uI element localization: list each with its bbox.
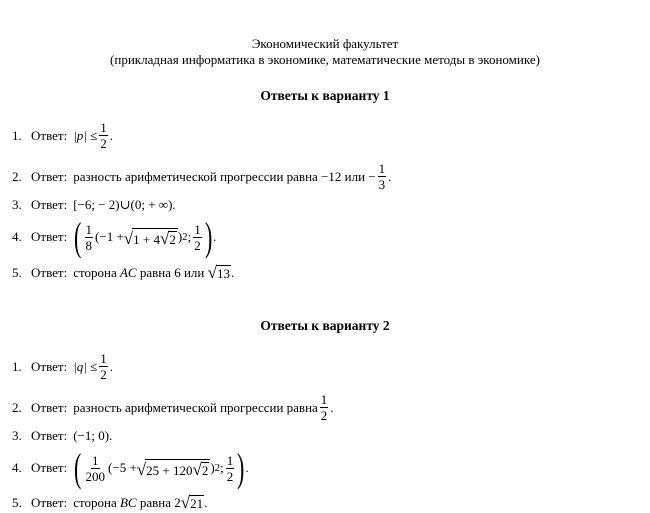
answer-text: разность арифметической прогрессии равна −12 или − [73,168,376,184]
answer-number: 5. [12,494,22,510]
answer-number: 4. [12,460,22,475]
answer-number: 2. [12,168,22,184]
answer-label: Ответ: [31,460,68,475]
v1-answer-2: 2. Ответ: разность арифметической прогрессии равна −12 или − $\frac{1}{3}$ . [12,161,392,192]
answer-label: Ответ: [31,428,68,443]
right-paren: ) [237,445,245,490]
left-paren: ( [74,445,82,490]
v1-answer-3 [12,197,176,213]
fraction: $\frac{1}{3}$ [378,161,386,192]
sqrt: √ 21 [180,493,204,512]
faculty-title: Экономический факультет [251,36,399,51]
side: BC [119,494,137,510]
right-paren: ) [204,214,213,259]
v1-answer-1: 1. Ответ: |p| ≤ $\frac{1}{2}$ . [12,120,113,151]
answer-number: 1. [12,358,22,374]
inequality: |q| ≤ [73,358,98,374]
answer-label: Ответ: [31,358,68,374]
faculty-subtitle: (прикладная информатика в экономике, математические методы в экономике) [110,52,540,67]
left-paren: ( [74,214,82,259]
answer-text: [−6; − 2)∪(0; + ∞). [73,197,176,212]
v2-answer-5: 5. Ответ: сторона BC равна 2 √ 21 . [12,493,208,512]
fraction: $\frac{1}{200}$ [85,452,106,484]
answer-number: 1. [12,127,22,143]
v2-answer-2: 2. Ответ: разность арифметической прогрессии равна $\frac{1}{2}$ . [12,392,334,423]
answer-number: 3. [12,197,22,212]
answer-label: Ответ: [31,127,68,143]
side: AC [119,264,137,280]
inequality: |p| ≤ [73,127,98,143]
answer-label: Ответ: [31,494,68,510]
variant2-title: Ответы к варианту 2 [260,318,390,333]
fraction: $\frac{1}{8}$ [85,221,93,253]
answer-label: Ответ: [31,264,68,280]
fraction: $\frac{1}{2}$ [320,392,328,423]
variant1-title: Ответы к варианту 1 [260,88,390,103]
fraction: $\frac{1}{2}$ [194,221,201,253]
answer-text: разность арифметической прогрессии равна [73,399,318,415]
answer-number: 5. [12,264,22,280]
sqrt: √ 25 + 120 √ 2 [136,459,209,479]
fraction: $\frac{1}{2}$ [226,452,234,484]
v1-answer-5: 5. Ответ: сторона AC равна 6 или √ 13 . [12,263,235,282]
answer-label: Ответ: [31,229,68,244]
answer-label: Ответ: [31,399,68,415]
answer-number: 3. [12,428,22,443]
answer-number: 2. [12,399,22,415]
answer-number: 4. [12,229,22,244]
fraction: $\frac{1}{2}$ [100,351,107,382]
v1-answer-4: 4. Ответ: ( $\frac{1}{8}$ (−1 + √ 1 + 4 √ 2 ) 2 ; $\frac{1}{2}$ ) . [12,214,217,259]
v2-answer-3 [12,428,112,444]
v2-answer-4: 4. Ответ: ( $\frac{1}{200}$ (−5 + √ 25 + 120 √ 2 ) 2 ; $\frac{1}{2}$ ) . [12,445,249,490]
sqrt: √ 13 [207,263,230,282]
answer-label: Ответ: [31,197,68,212]
answer-label: Ответ: [31,168,68,184]
fraction: $\frac{1}{2}$ [100,120,107,151]
sqrt: √ 1 + 4 √ 2 [123,228,176,248]
answer-text: (−1; 0). [73,428,113,443]
v2-answer-1: 1. Ответ: |q| ≤ $\frac{1}{2}$ . [12,351,113,382]
